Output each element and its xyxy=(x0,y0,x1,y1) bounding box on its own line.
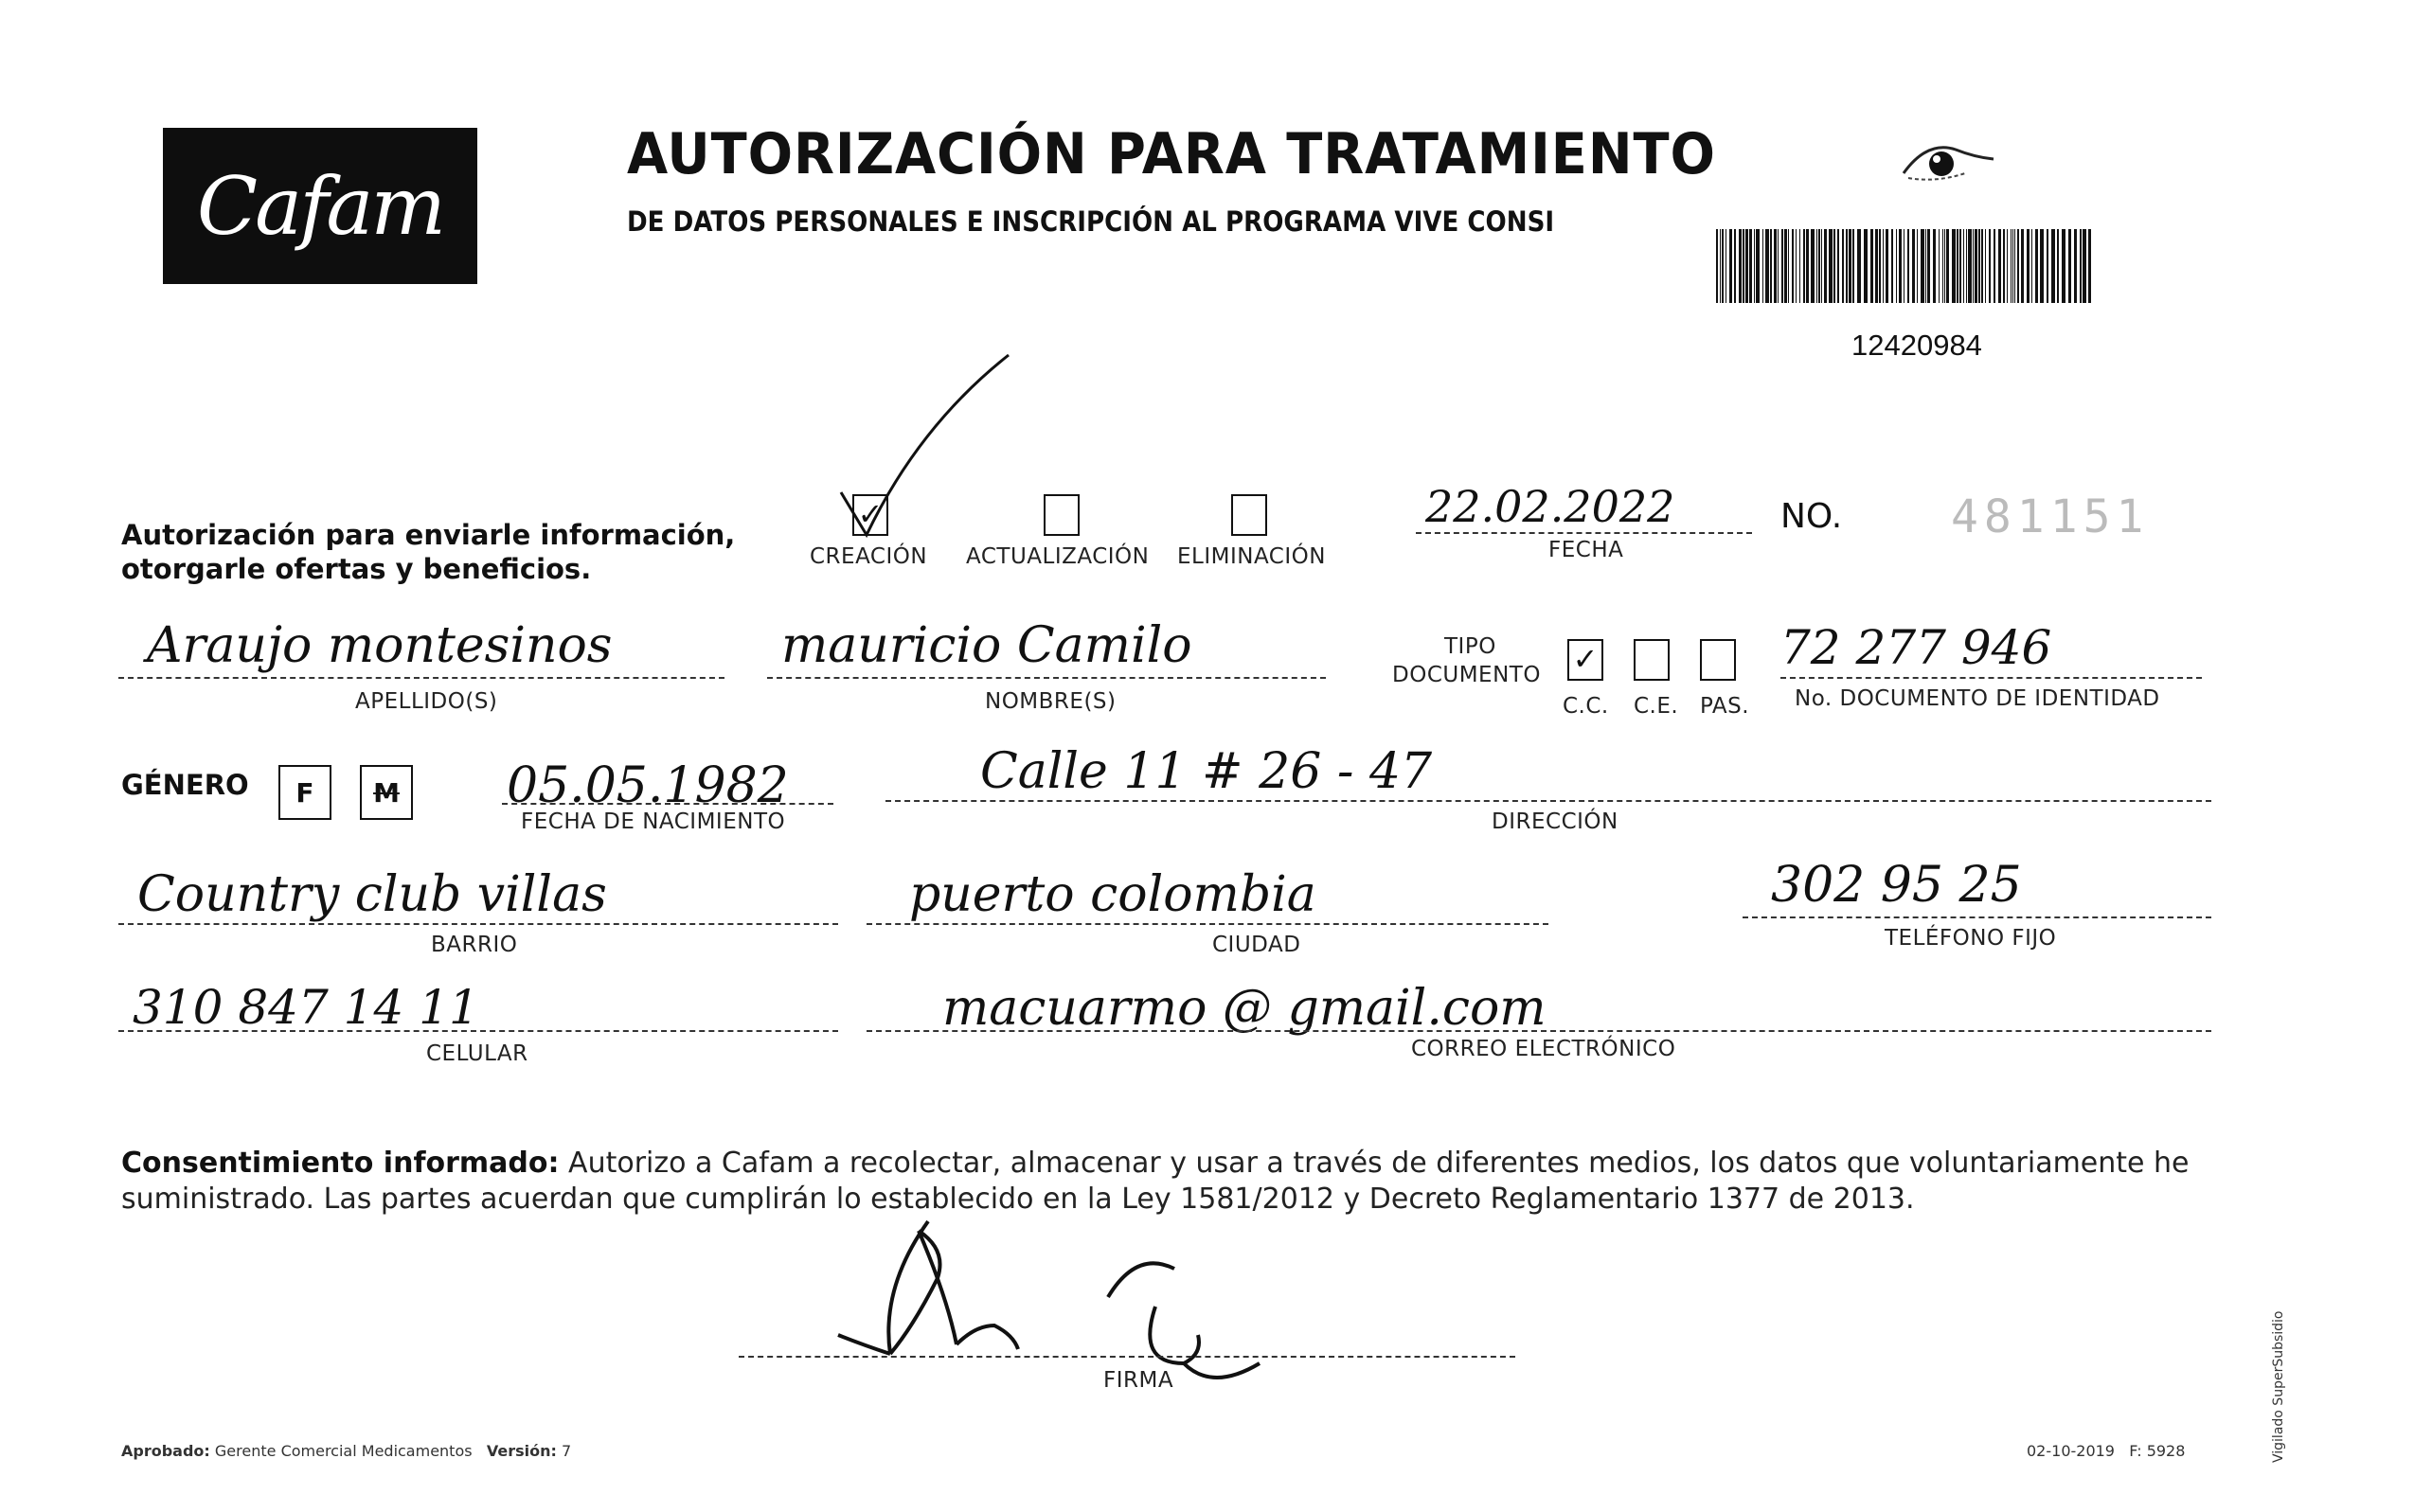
form-title: AUTORIZACIÓN PARA TRATAMIENTO xyxy=(627,121,1716,187)
direccion-line xyxy=(885,800,2211,802)
barcode-bar xyxy=(1952,229,1956,303)
barcode-bar xyxy=(2068,229,2071,303)
nombres-line xyxy=(767,677,1326,679)
barcode-bar xyxy=(2035,229,2038,303)
fecha-nacimiento-label: FECHA DE NACIMIENTO xyxy=(521,809,786,834)
barcode-bar xyxy=(1788,229,1789,303)
barcode-bar xyxy=(1842,229,1844,303)
barcode-bar xyxy=(1816,229,1817,303)
telefono-label: TELÉFONO FIJO xyxy=(1885,926,2057,951)
barcode-bar xyxy=(1846,229,1848,303)
barcode-bar xyxy=(1770,229,1772,303)
barrio-label: BARRIO xyxy=(431,933,518,957)
nombres-value: mauricio Camilo xyxy=(781,617,1192,674)
barcode-bar xyxy=(2080,229,2082,303)
documento-line xyxy=(1780,677,2202,679)
barcode-bar xyxy=(1829,229,1833,303)
ce-label: C.E. xyxy=(1634,694,1679,719)
barcode-bar xyxy=(2011,229,2012,303)
barcode-bar xyxy=(1939,229,1940,303)
celular-label: CELULAR xyxy=(426,1041,528,1066)
aprobado-label: Aprobado: xyxy=(121,1442,210,1460)
barcode-bar xyxy=(1799,229,1800,303)
barcode-bar xyxy=(1806,229,1809,303)
apellidos-label: APELLIDO(S) xyxy=(355,689,498,714)
barcode-bar xyxy=(1959,229,1961,303)
logo-text: Cafam xyxy=(196,159,444,253)
barcode-bar xyxy=(1917,229,1918,303)
form-code: F: 5928 xyxy=(2129,1442,2186,1460)
barcode-bar xyxy=(1784,229,1787,303)
barcode-bar xyxy=(1762,229,1763,303)
barcode-bar xyxy=(1933,229,1936,303)
apellidos-value: Araujo montesinos xyxy=(147,617,613,674)
barcode-bar xyxy=(1849,229,1851,303)
barcode-bar xyxy=(2062,229,2065,303)
checkbox-ce[interactable] xyxy=(1634,639,1670,681)
correo-value: macuarmo @ gmail.com xyxy=(942,980,1547,1037)
barcode-bar xyxy=(2017,229,2019,303)
barcode-bar xyxy=(1981,229,1983,303)
version-value: 7 xyxy=(561,1442,572,1460)
telefono-value: 302 95 25 xyxy=(1771,857,2022,914)
barcode-bar xyxy=(1975,229,1977,303)
barcode-bar xyxy=(1811,229,1815,303)
cafam-logo xyxy=(163,128,477,284)
correo-line xyxy=(867,1030,2211,1032)
barcode-bar xyxy=(1998,229,2001,303)
consent-paragraph xyxy=(121,1146,2205,1218)
fecha-label: FECHA xyxy=(1548,538,1624,562)
barcode-bar xyxy=(1824,229,1827,303)
barcode-bar xyxy=(1749,229,1752,303)
direccion-label: DIRECCIÓN xyxy=(1492,809,1618,834)
barcode-bar xyxy=(1745,229,1748,303)
telefono-line xyxy=(1743,916,2211,918)
barcode-bar xyxy=(1765,229,1769,303)
label-actualizacion: ACTUALIZACIÓN xyxy=(966,544,1150,569)
barcode-bar xyxy=(1837,229,1839,303)
barcode-number: 12420984 xyxy=(1851,329,1982,362)
correo-label: CORREO ELECTRÓNICO xyxy=(1411,1037,1676,1061)
barcode-bar xyxy=(1864,229,1868,303)
fecha-value: 22.02.2022 xyxy=(1425,481,1675,532)
barcode-bar xyxy=(1957,229,1958,303)
documento-type-label: DOCUMENTO xyxy=(1392,663,1541,687)
aprobado-value: Gerente Comercial Medicamentos xyxy=(214,1442,473,1460)
barcode-bar xyxy=(1925,229,1926,303)
barcode-bar xyxy=(1896,229,1897,303)
celular-value: 310 847 14 11 xyxy=(133,980,479,1035)
cc-label: C.C. xyxy=(1563,694,1609,719)
genero-m-mark: M xyxy=(373,776,400,809)
no-label: NO. xyxy=(1780,497,1843,536)
barcode-bar xyxy=(2040,229,2044,303)
barcode-bar xyxy=(1912,229,1915,303)
consent-heading: Consentimiento informado: xyxy=(121,1147,560,1180)
barcode-bar xyxy=(2027,229,2030,303)
tipo-label: TIPO xyxy=(1444,634,1496,659)
barcode-bar xyxy=(1968,229,1972,303)
barcode-bar xyxy=(2014,229,2015,303)
barcode-bar xyxy=(1927,229,1930,303)
barcode-bar xyxy=(1803,229,1805,303)
nombres-label: NOMBRE(S) xyxy=(985,689,1117,714)
barcode-bar xyxy=(1985,229,1986,303)
footer-right xyxy=(2027,1442,2185,1460)
barcode-bar xyxy=(1774,229,1777,303)
fecha-line xyxy=(1416,532,1752,534)
genero-m-box[interactable] xyxy=(360,765,413,820)
side-vertical-text: Vigilado SuperSubsidio xyxy=(2271,1310,2286,1463)
barcode-bar xyxy=(1729,229,1732,303)
barcode-bar xyxy=(1781,229,1783,303)
barcode-bar xyxy=(1857,229,1861,303)
ciudad-value: puerto colombia xyxy=(909,866,1316,923)
barcode-bar xyxy=(1891,229,1893,303)
barcode-bar xyxy=(1739,229,1742,303)
barcode-bar xyxy=(2012,229,2013,303)
eye-icon xyxy=(1899,131,2003,187)
celular-line xyxy=(118,1030,838,1032)
barcode-bar xyxy=(1944,229,1945,303)
checkmark-stroke xyxy=(833,350,1013,540)
barcode-bar xyxy=(1720,229,1721,303)
barcode-bar xyxy=(1792,229,1794,303)
barcode-bar xyxy=(2051,229,2055,303)
documento-value: 72 277 946 xyxy=(1780,620,2052,675)
barcode-bar xyxy=(1870,229,1873,303)
barcode-bar xyxy=(1879,229,1881,303)
documento-label: No. DOCUMENTO DE IDENTIDAD xyxy=(1795,686,2160,711)
barcode-bar xyxy=(1989,229,1991,303)
barcode-bar xyxy=(1966,229,1967,303)
barcode-bar xyxy=(2021,229,2024,303)
barcode-bar xyxy=(1754,229,1755,303)
barcode-bar xyxy=(1833,229,1835,303)
barcode-bar xyxy=(1994,229,1995,303)
form-subtitle: DE DATOS PERSONALES E INSCRIPCIÓN AL PROGRAMA VIVE CONSI xyxy=(627,205,1555,238)
signature-line xyxy=(739,1356,1515,1358)
barcode-bar xyxy=(2031,229,2032,303)
barcode-bar xyxy=(1821,229,1822,303)
label-eliminacion: ELIMINACIÓN xyxy=(1177,544,1326,569)
fecha-nacimiento-value: 05.05.1982 xyxy=(507,757,789,814)
barcode-bar xyxy=(1778,229,1779,303)
barcode-bar xyxy=(1946,229,1949,303)
barcode-bar xyxy=(2074,229,2077,303)
consent-text: Autorizo a Cafam a recolectar, almacenar y usar a través de diferentes medios, los datos que voluntariamente he suministrado. Las partes acuerdan que cumplirán lo establecido en la Ley 1581/2012 y Decreto Reglamentario 1377 de 2013. xyxy=(121,1147,2190,1216)
checkbox-cc[interactable] xyxy=(1567,639,1603,681)
barcode-bar xyxy=(1852,229,1854,303)
barcode-bar xyxy=(1722,229,1724,303)
barcode-bar xyxy=(2003,229,2005,303)
genero-label: GÉNERO xyxy=(121,769,249,801)
checkbox-eliminacion[interactable] xyxy=(1231,494,1267,536)
barcode-bar xyxy=(1899,229,1902,303)
barcode-bar xyxy=(1756,229,1760,303)
barcode-bar xyxy=(1942,229,1943,303)
barcode-bar xyxy=(1743,229,1744,303)
version-label: Versión: xyxy=(486,1442,557,1460)
footer-left xyxy=(121,1442,571,1460)
fecha-nacimiento-line xyxy=(502,803,833,805)
genero-f-box[interactable]: F xyxy=(278,765,331,820)
barcode-bar xyxy=(1963,229,1964,303)
barcode-bar xyxy=(2088,229,2091,303)
barcode-bar xyxy=(2047,229,2048,303)
barcode-bar xyxy=(1973,229,1974,303)
checkbox-pas[interactable] xyxy=(1700,639,1736,681)
barcode-bar xyxy=(1883,229,1884,303)
barcode-bar xyxy=(1978,229,1980,303)
barcode-bar xyxy=(2083,229,2086,303)
barcode xyxy=(1716,229,2095,303)
checkbox-actualizacion[interactable] xyxy=(1044,494,1080,536)
barcode-bar xyxy=(2007,229,2008,303)
barcode-bar xyxy=(1875,229,1878,303)
barcode-bar xyxy=(1796,229,1797,303)
pas-label: PAS. xyxy=(1700,694,1750,719)
barcode-bar xyxy=(1907,229,1909,303)
apellidos-line xyxy=(118,677,724,679)
barcode-bar xyxy=(2057,229,2059,303)
label-creacion: CREACIÓN xyxy=(810,544,928,569)
no-value: 481151 xyxy=(1951,490,2150,543)
date-code: 02-10-2019 xyxy=(2027,1442,2115,1460)
ciudad-label: CIUDAD xyxy=(1212,933,1301,957)
signature-label: FIRMA xyxy=(1103,1368,1174,1393)
barcode-bar xyxy=(1921,229,1924,303)
authorization-prompt-line2: otorgarle ofertas y beneficios. xyxy=(121,553,592,585)
barcode-bar xyxy=(1716,229,1718,303)
barrio-line xyxy=(118,923,838,925)
authorization-prompt-line1: Autorización para enviarle información, xyxy=(121,519,736,551)
barrio-value: Country club villas xyxy=(137,866,607,923)
barcode-bar xyxy=(1818,229,1820,303)
barcode-bar xyxy=(1734,229,1736,303)
ciudad-line xyxy=(867,923,1548,925)
direccion-value: Calle 11 # 26 - 47 xyxy=(980,743,1433,800)
barcode-bar xyxy=(1886,229,1888,303)
